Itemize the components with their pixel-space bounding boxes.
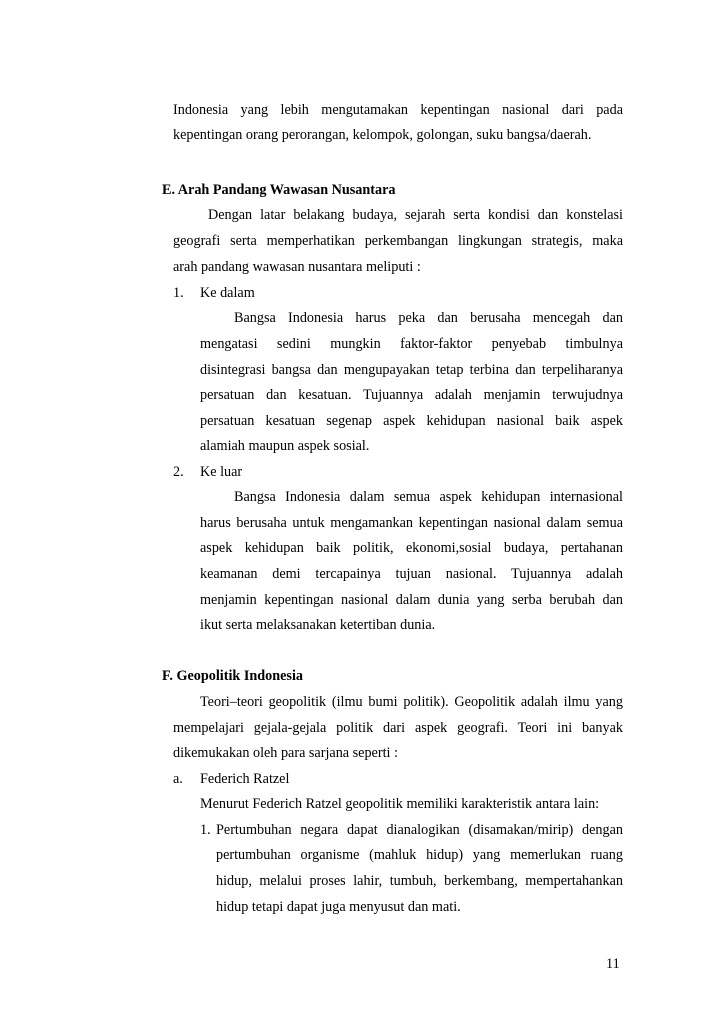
point-1-line-1: Pertumbuhan negara dapat dianalogikan (disamakan/mirip) dengan [216,822,623,838]
item-2-title: Ke luar [200,464,243,480]
item-2-line-1: Bangsa Indonesia dalam semua aspek kehidupan internasional [234,489,623,505]
point-1-line-3: hidup, melalui proses lahir, tumbuh, berkembang, mempertahankan [216,873,623,889]
item-2-line-3: aspek kehidupan baik politik, ekonomi,sosial budaya, pertahanan [200,540,623,556]
item-2-number: 2. [173,464,184,480]
point-1-line-2: pertumbuhan organisme (mahluk hidup) yang memerlukan ruang [216,847,623,863]
section-e-heading: E. Arah Pandang Wawasan Nusantara [162,182,396,198]
item-a-title: Federich Ratzel [200,771,290,787]
section-f-para-2: mempelajari gejala-gejala politik dari aspek geografi. Teori ini banyak [173,720,623,736]
item-1-number: 1. [173,285,184,301]
item-2-line-4: keamanan demi tercapainya tujuan nasional. Tujuannya adalah [200,566,623,582]
item-a-letter: a. [173,771,183,787]
item-2-line-6: ikut serta melaksanakan ketertiban dunia. [200,617,436,633]
section-f-heading: F. Geopolitik Indonesia [162,668,303,684]
section-e-para-2: geografi serta memperhatikan perkembangan lingkungan strategis, maka [173,233,623,249]
section-e-para-3: arah pandang wawasan nusantara meliputi : [173,259,421,275]
point-1-number: 1. [200,822,211,838]
intro-line-2: kepentingan orang perorangan, kelompok, golongan, suku bangsa/daerah. [173,127,592,143]
item-2-line-5: menjamin kepentingan nasional dalam dunia yang serba berubah dan [200,592,623,608]
item-1-line-3: disintegrasi bangsa dan mengupayakan tetap terbina dan terpeliharanya [200,362,623,378]
item-1-line-6: alamiah maupun aspek sosial. [200,438,370,454]
page-number: 11 [606,956,620,972]
point-1-line-4: hidup tetapi dapat juga menyusut dan mati. [216,899,461,915]
item-1-line-4: persatuan dan kesatuan. Tujuannya adalah menjamin terwujudnya [200,387,623,403]
item-1-line-5: persatuan kesatuan segenap aspek kehidupan nasional baik aspek [200,413,623,429]
item-1-line-2: mengatasi sedini mungkin faktor-faktor penyebab timbulnya [200,336,623,352]
item-1-line-1: Bangsa Indonesia harus peka dan berusaha mencegah dan [234,310,623,326]
intro-line-1: Indonesia yang lebih mengutamakan kepentingan nasional dari pada [173,102,623,118]
section-f-para-1: Teori–teori geopolitik (ilmu bumi politik). Geopolitik adalah ilmu yang [200,694,623,710]
item-a-intro: Menurut Federich Ratzel geopolitik memiliki karakteristik antara lain: [200,796,600,812]
item-2-line-2: harus berusaha untuk mengamankan kepentingan nasional dalam semua [200,515,623,531]
section-f-para-3: dikemukakan oleh para sarjana seperti : [173,745,398,761]
section-e-para-1: Dengan latar belakang budaya, sejarah serta kondisi dan konstelasi [208,207,623,223]
item-1-title: Ke dalam [200,285,255,301]
